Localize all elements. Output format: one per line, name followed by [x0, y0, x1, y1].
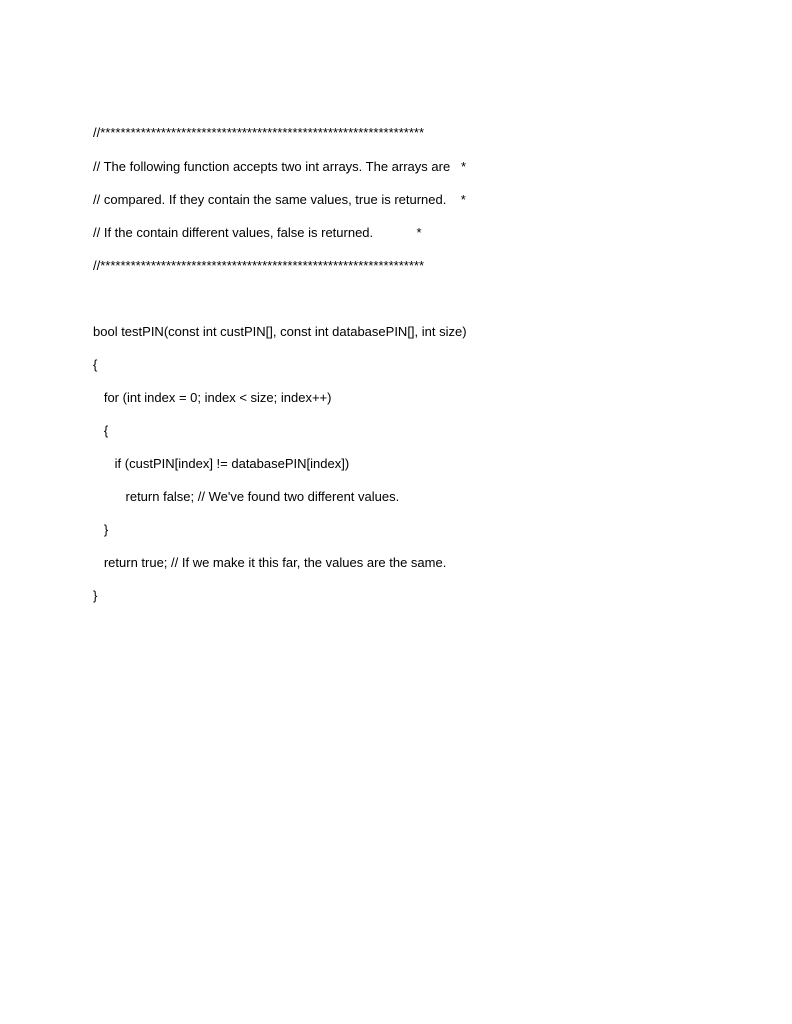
- function-signature: bool testPIN(const int custPIN[], const int databasePIN[], int size): [93, 324, 467, 339]
- function-close-brace: }: [93, 588, 98, 603]
- if-statement: if (custPIN[index] != databasePIN[index]): [93, 456, 350, 471]
- for-close-brace: }: [93, 522, 109, 537]
- comment-border-top: //****************************************************************: [93, 125, 425, 140]
- return-false-line: return false; // We've found two different values.: [93, 489, 400, 504]
- comment-line-2: // compared. If they contain the same values, true is returned. *: [93, 192, 466, 207]
- comment-border-bottom: //****************************************************************: [93, 258, 425, 273]
- for-loop-header: for (int index = 0; index < size; index++): [93, 390, 332, 405]
- comment-line-1: // The following function accepts two int arrays. The arrays are *: [93, 159, 467, 174]
- function-open-brace: {: [93, 357, 98, 372]
- return-true-line: return true; // If we make it this far, the values are the same.: [93, 555, 447, 570]
- for-open-brace: {: [93, 423, 109, 438]
- comment-line-3: // If the contain different values, false is returned. *: [93, 225, 422, 240]
